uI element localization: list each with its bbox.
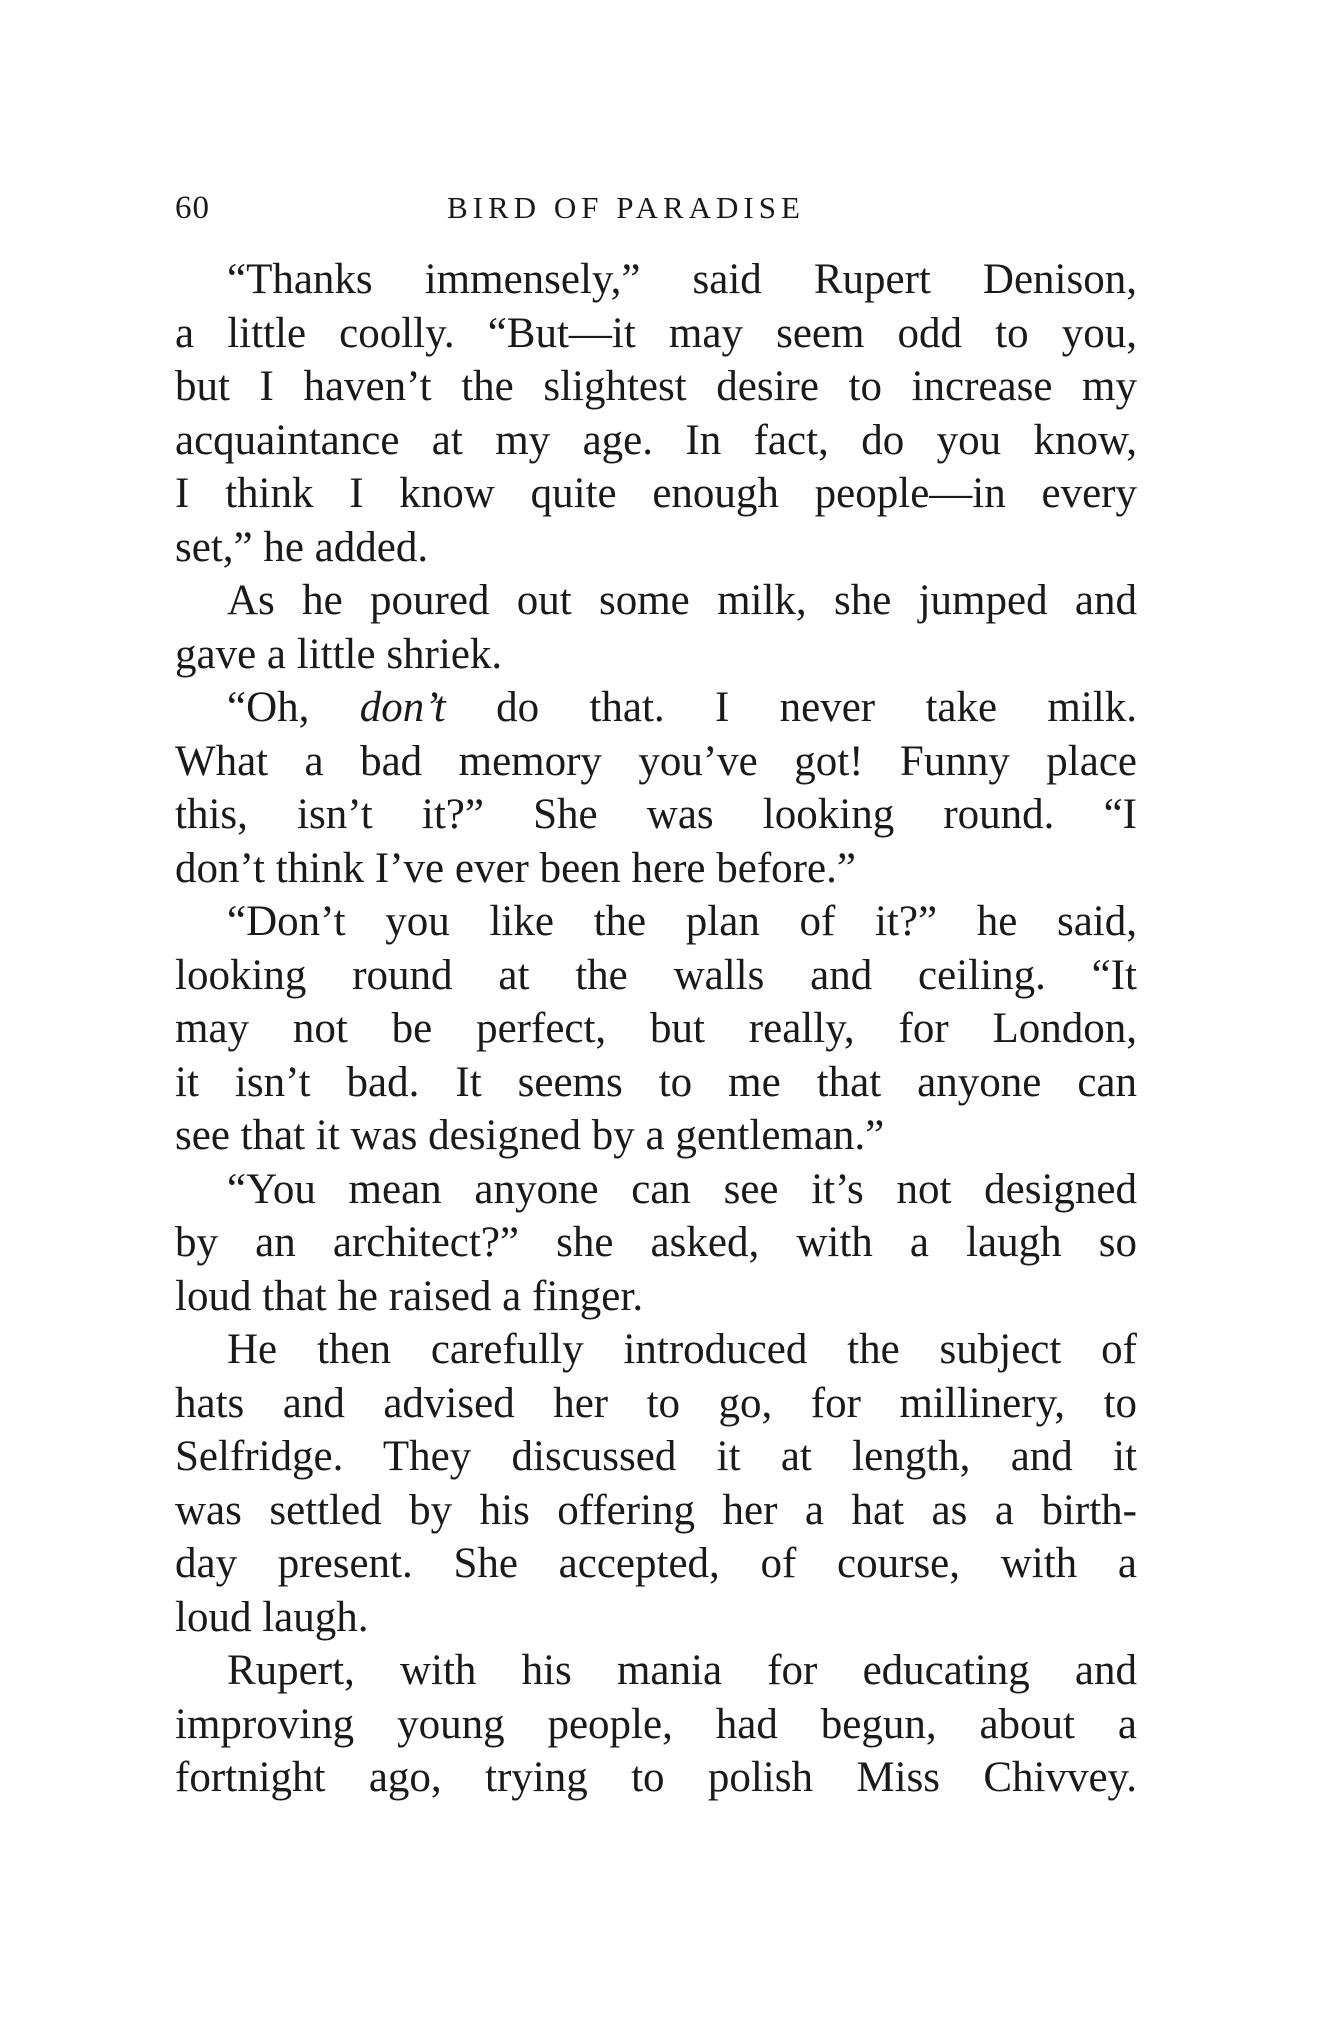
text-line: hats and advised her to go, for millinery, to — [175, 1379, 1137, 1427]
text-line: may not be perfect, but really, for London, — [175, 1005, 1137, 1052]
text-line: Rupert, with his mania for educating and — [227, 1647, 1137, 1694]
text-line: loud laugh. — [175, 1593, 369, 1641]
text-line: gave a little shriek. — [175, 630, 503, 678]
text-line: “You mean anyone can see it’s not designed — [227, 1165, 1137, 1213]
text-line: but I haven’t the slightest desire to increase my — [175, 363, 1137, 410]
text-line: loud that he raised a finger. — [175, 1272, 644, 1320]
text-line: was settled by his offering her a hat as a birth- — [175, 1486, 1137, 1534]
text-line: “Oh, don’t do that. I never take milk. — [227, 684, 1138, 731]
text-line: He then carefully introduced the subject of — [227, 1326, 1137, 1373]
text-line: day present. She accepted, of course, with a — [175, 1540, 1137, 1587]
text-line: What a bad memory you’ve got! Funny place — [175, 737, 1137, 785]
text-line: it isn’t bad. It seems to me that anyone can — [175, 1058, 1137, 1106]
running-title: BIRD OF PARADISE — [447, 190, 805, 225]
text-line: fortnight ago, trying to polish Miss Chivvey. — [175, 1754, 1137, 1801]
text-line: looking round at the walls and ceiling. “It — [175, 951, 1137, 999]
text-line: improving young people, had begun, about a — [175, 1700, 1137, 1748]
body-text — [175, 253, 1137, 1805]
text-line: set,” he added. — [175, 523, 429, 571]
text-line: see that it was designed by a gentleman.” — [175, 1112, 885, 1159]
text-line: As he poured out some milk, she jumped and — [227, 577, 1137, 624]
text-line: a little coolly. “But—it may seem odd to you, — [175, 309, 1137, 357]
running-head — [175, 188, 1135, 228]
text-line: Selfridge. They discussed it at length, and it — [175, 1433, 1137, 1480]
text-line: I think I know quite enough people—in every — [175, 470, 1137, 517]
text-line: by an architect?” she asked, with a laugh so — [175, 1219, 1137, 1266]
text-line: “Don’t you like the plan of it?” he said, — [227, 898, 1137, 945]
text-line: “Thanks immensely,” said Rupert Denison, — [227, 256, 1137, 303]
text-line: acquaintance at my age. In fact, do you know, — [175, 416, 1137, 464]
page-number: 60 — [175, 190, 210, 226]
text-line: don’t think I’ve ever been here before.” — [175, 844, 856, 892]
emphasized-word: don’t — [359, 684, 446, 731]
text-line: this, isn’t it?” She was looking round. “I — [175, 791, 1137, 838]
